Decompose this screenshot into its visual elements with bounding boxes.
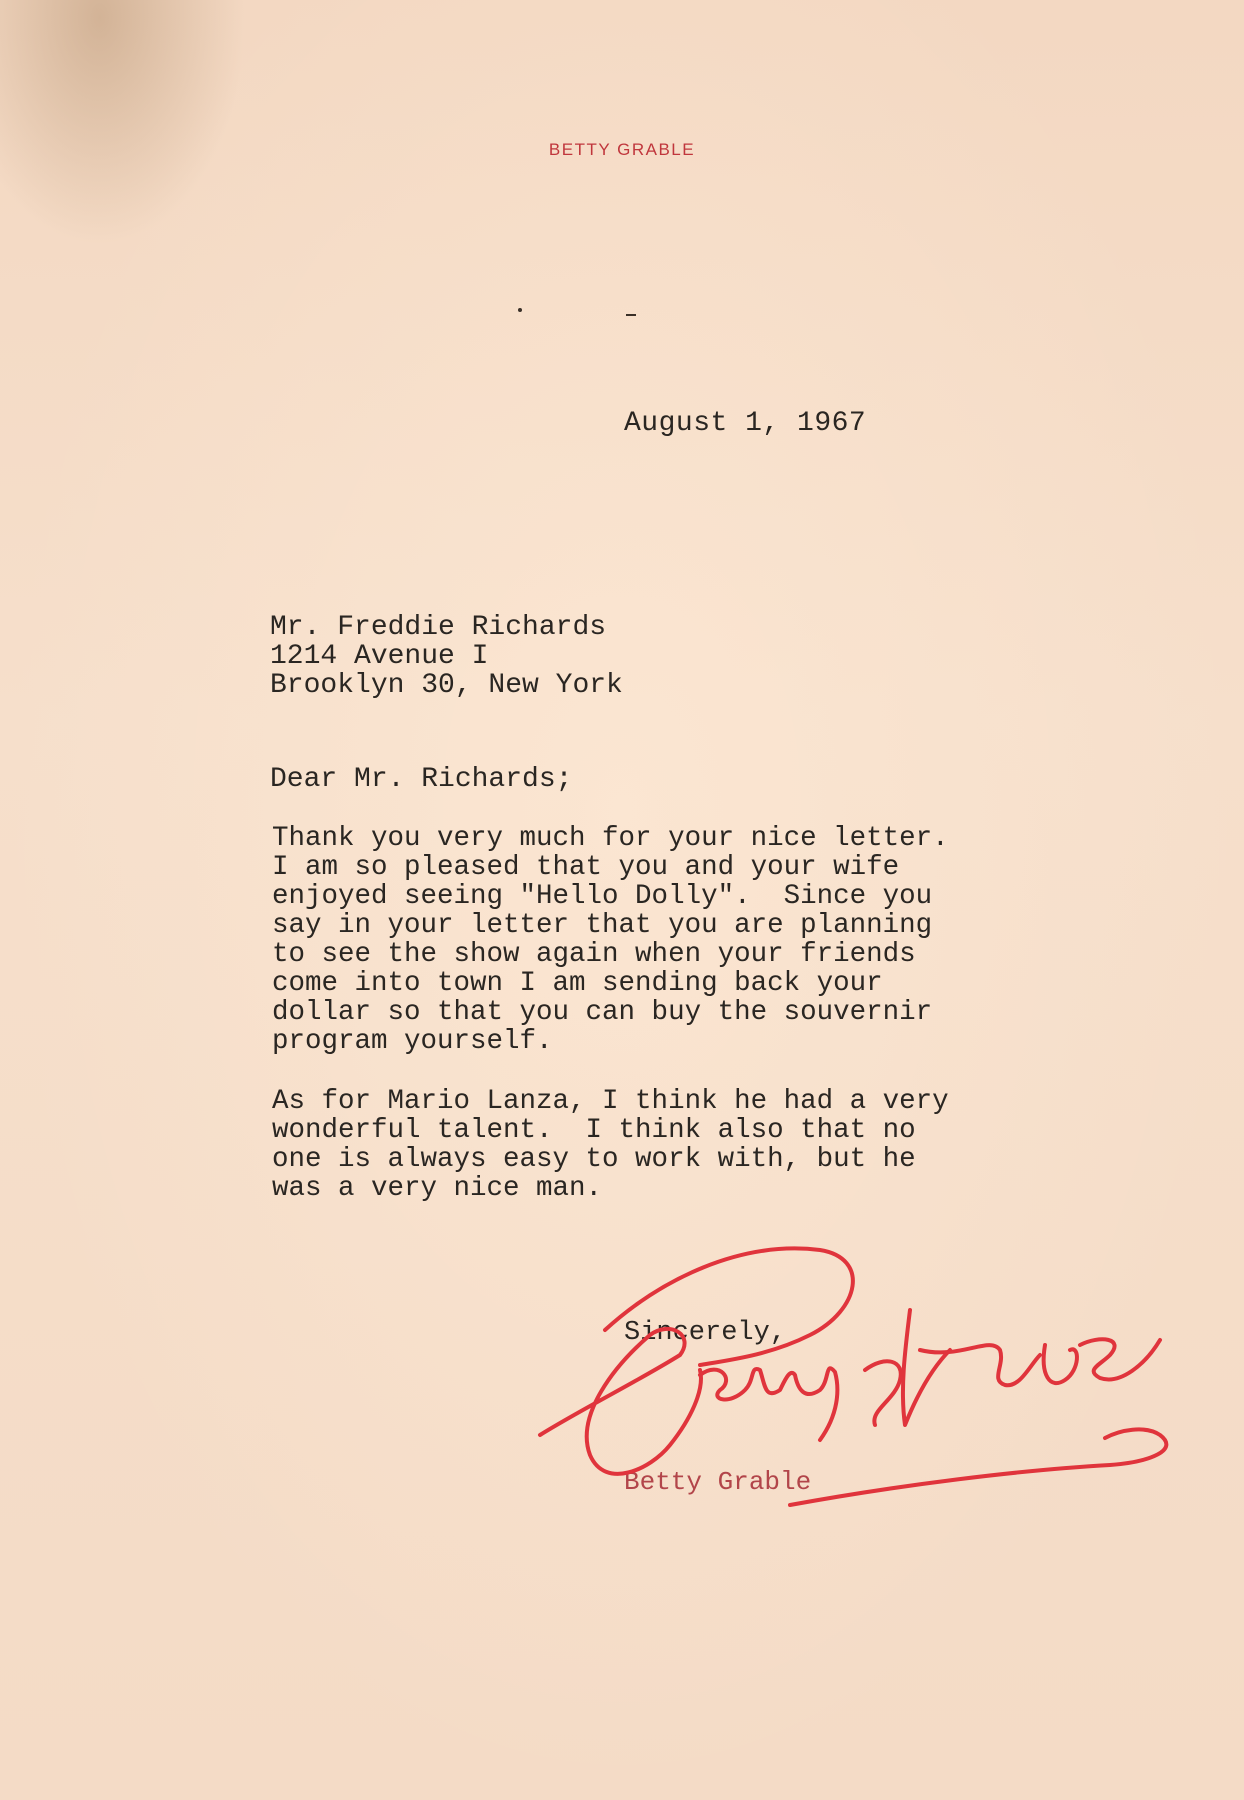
handwritten-signature (520, 1240, 1180, 1530)
letter-date: August 1, 1967 (624, 408, 867, 439)
typed-signature-name: Betty Grable (624, 1467, 812, 1497)
recipient-address (270, 613, 623, 700)
address-line: Brooklyn 30, New York (270, 670, 623, 701)
body-line: to see the show again when your friends (272, 939, 916, 970)
closing: Sincerely, (624, 1318, 787, 1348)
body-line: one is always easy to work with, but he (272, 1144, 916, 1175)
body-line: enjoyed seeing "Hello Dolly". Since you (272, 881, 933, 912)
letterhead: BETTY GRABLE (548, 140, 696, 159)
body-line: wonderful talent. I think also that no (272, 1115, 916, 1146)
body-line: was a very nice man. (272, 1173, 603, 1204)
body-line: As for Mario Lanza, I think he had a very (272, 1086, 949, 1117)
body-line: say in your letter that you are planning (272, 910, 933, 941)
body-line: come into town I am sending back your (272, 968, 883, 999)
address-line: Mr. Freddie Richards (270, 612, 607, 643)
body-line: program yourself. (272, 1026, 553, 1057)
address-line: 1214 Avenue I (270, 641, 489, 672)
salutation: Dear Mr. Richards; (270, 764, 573, 795)
body-line: dollar so that you can buy the souvernir (272, 997, 933, 1028)
body-paragraph-2 (272, 1087, 949, 1203)
body-line: Thank you very much for your nice letter. (272, 823, 949, 854)
body-line: I am so pleased that you and your wife (272, 852, 900, 883)
paper-marks (500, 300, 660, 320)
body-paragraph-1 (272, 824, 949, 1056)
